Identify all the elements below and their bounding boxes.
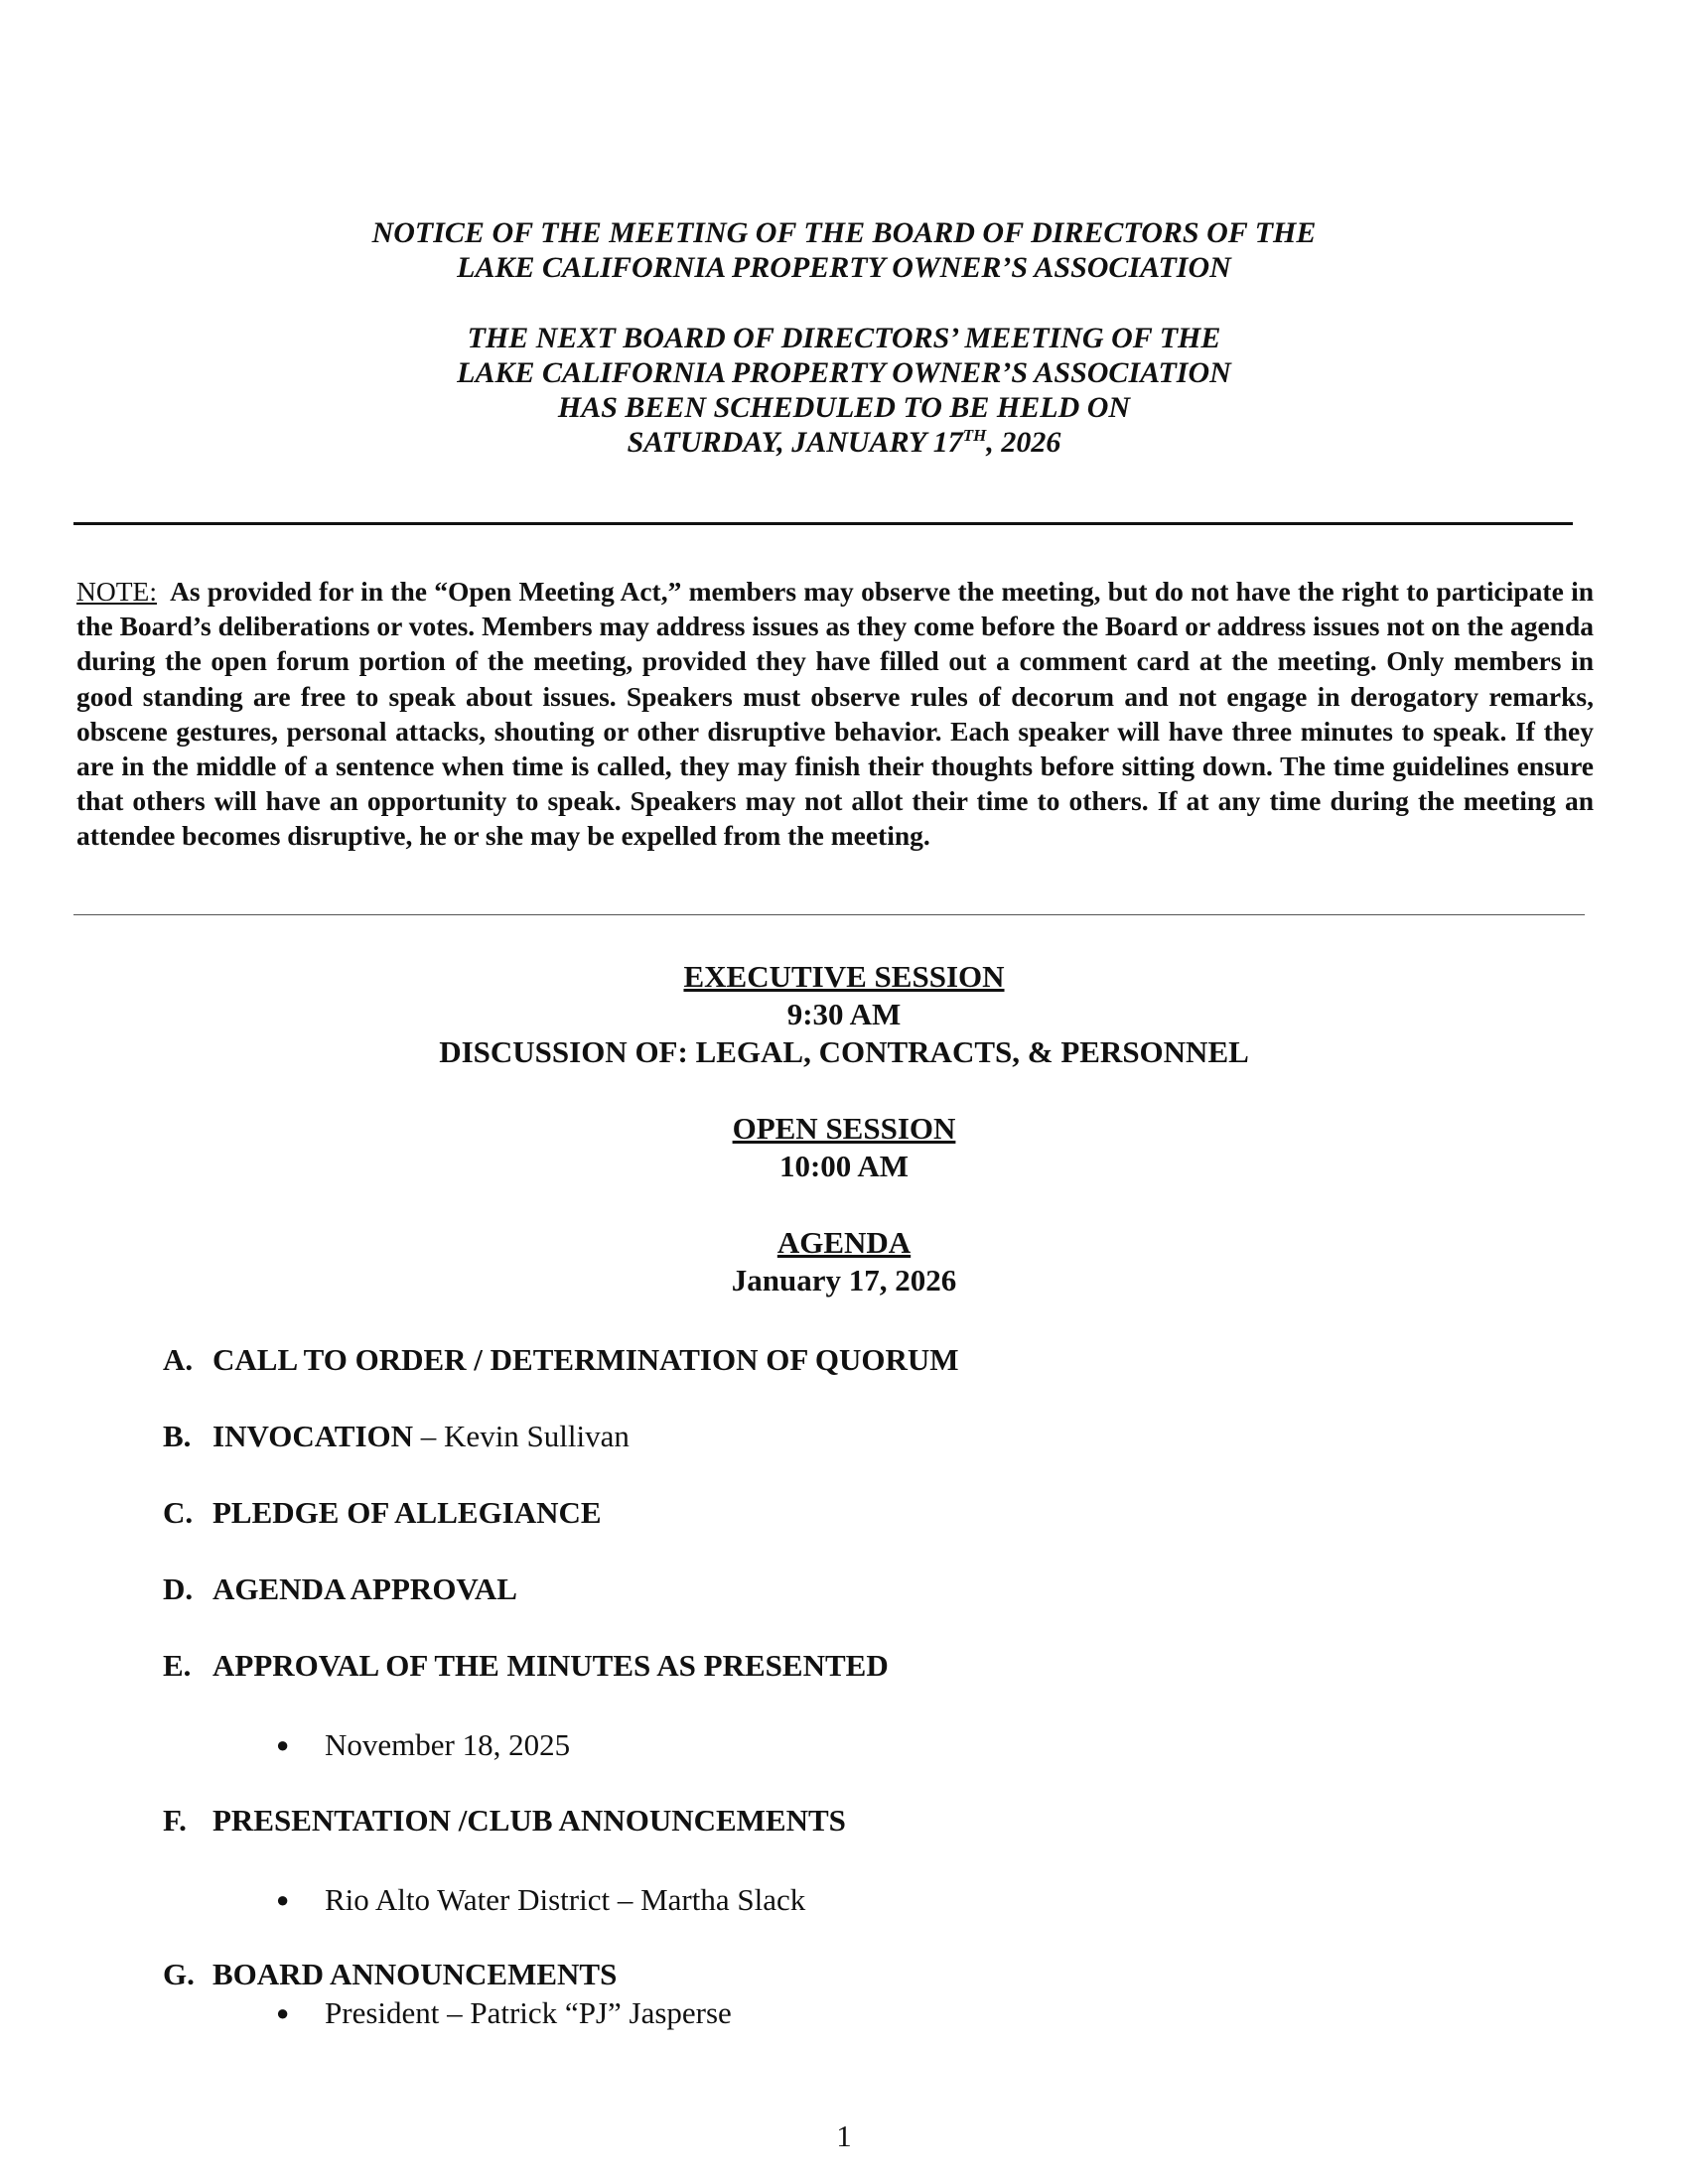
header-divider [73,522,1573,525]
note-divider [73,914,1585,915]
schedule-line-1: THE NEXT BOARD OF DIRECTORS’ MEETING OF THE [467,322,1221,354]
presentation-bullet: Rio Alto Water District – Martha Slack [325,1882,806,1917]
agenda-item-f [163,1802,846,1840]
agenda-item-letter: A. [163,1342,194,1377]
notice-line-2: LAKE CALIFORNIA PROPERTY OWNER’S ASSOCIATION [457,251,1231,284]
open-meeting-note [76,574,1594,854]
schedule-line-2: LAKE CALIFORNIA PROPERTY OWNER’S ASSOCIATION [457,356,1231,389]
agenda-item-title: BOARD ANNOUNCEMENTS [212,1957,618,1991]
open-session-title: OPEN SESSION [732,1111,956,1146]
executive-session-block [0,958,1688,1071]
open-session-time: 10:00 AM [778,1149,909,1183]
meeting-date-prefix: SATURDAY, JANUARY 17 [627,426,963,459]
agenda-date: January 17, 2026 [731,1263,957,1297]
open-session-block [0,1110,1688,1185]
bullet-icon: ● [276,1732,290,1757]
agenda-heading-block [0,1224,1688,1299]
agenda-item-title: INVOCATION [212,1419,414,1453]
minutes-bullet: November 18, 2025 [325,1727,571,1762]
agenda-item-title: APPROVAL OF THE MINUTES AS PRESENTED [212,1648,889,1683]
agenda-item-title: PRESENTATION /CLUB ANNOUNCEMENTS [212,1803,846,1838]
executive-session-time: 9:30 AM [786,997,902,1031]
board-bullet: President – Patrick “PJ” Jasperse [325,1995,732,2030]
meeting-date [0,425,1688,460]
bullet-icon: ● [276,2000,290,2025]
agenda-item-letter: B. [163,1419,192,1453]
meeting-date-superscript: TH [962,426,987,445]
agenda-item-b [163,1418,630,1455]
agenda-item-e [163,1647,889,1685]
note-label: NOTE: [76,576,157,607]
schedule-heading [0,321,1688,460]
agenda-item-letter: F. [163,1803,187,1838]
agenda-item-d [163,1570,517,1608]
notice-heading [0,215,1688,285]
meeting-date-year: , 2026 [986,426,1061,459]
agenda-item-title: AGENDA APPROVAL [212,1571,517,1606]
agenda-item-letter: D. [163,1571,194,1606]
agenda-item-title: CALL TO ORDER / DETERMINATION OF QUORUM [212,1342,959,1377]
agenda-item-title: PLEDGE OF ALLEGIANCE [212,1495,602,1530]
executive-session-discussion: DISCUSSION OF: LEGAL, CONTRACTS, & PERSONNEL [439,1034,1249,1069]
bullet-icon: ● [276,1887,290,1912]
agenda-item-letter: G. [163,1957,195,1991]
executive-session-title: EXECUTIVE SESSION [683,959,1005,994]
agenda-title: AGENDA [776,1225,912,1260]
notice-line-1: NOTICE OF THE MEETING OF THE BOARD OF DIRECTORS OF THE [371,216,1317,249]
agenda-item-g [163,1956,617,1993]
agenda-item-detail: – Kevin Sullivan [413,1419,630,1453]
agenda-item-letter: E. [163,1648,192,1683]
agenda-item-c [163,1494,602,1532]
schedule-line-3: HAS BEEN SCHEDULED TO BE HELD ON [557,391,1131,424]
page-number: 1 [836,2118,852,2153]
agenda-item-letter: C. [163,1495,194,1530]
agenda-item-a [163,1341,959,1379]
note-text: As provided for in the “Open Meeting Act,” members may observe the meeting, but do not have the right to participate in the Board’s deliberations or votes. Members may address issues as they come before the Board or address issues not on the agenda during the open forum portion of the meeting, provided they have filled out a comment card at the meeting. Only members in good standing are free to speak about issues. Speakers must observe rules of decorum and not engage in derogatory remarks, obscene gestures, personal attacks, shouting or other disruptive behavior. Each speaker will have three minutes to speak. If they are in the middle of a sentence when time is called, they may finish their thoughts before sitting down. The time guidelines ensure that others will have an opportunity to speak. Speakers may not allot their time to others. If at any time during the meeting an attendee becomes disruptive, he or she may be expelled from the meeting. [76,576,1595,852]
